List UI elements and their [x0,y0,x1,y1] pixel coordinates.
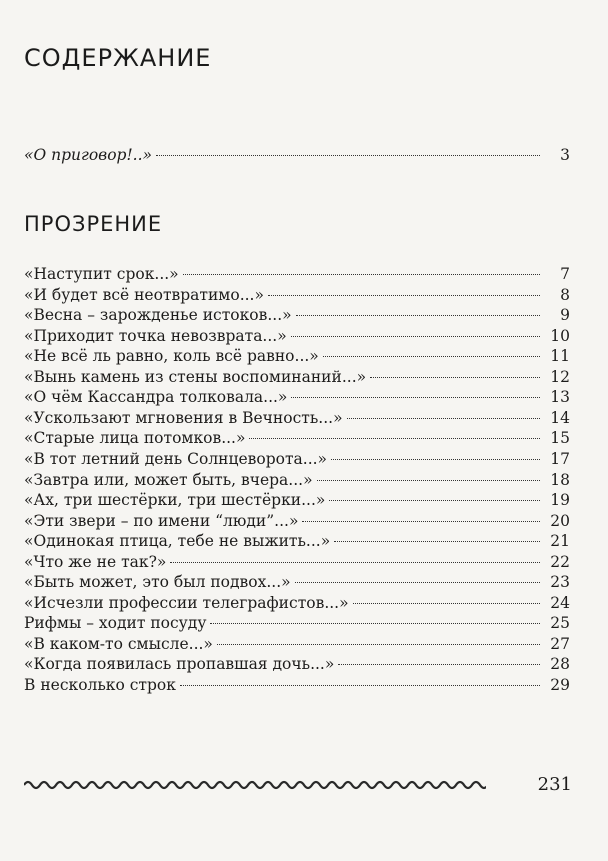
toc-entry-title: «Ускользают мгновения в Вечность...» [24,408,343,427]
toc-entry[interactable] [24,428,570,448]
toc-entry[interactable] [24,367,570,387]
toc-entry-title: «Наступит срок...» [24,265,179,283]
toc-entry-title: «Одинокая птица, тебе не выжить...» [24,532,331,551]
toc-entry[interactable] [24,387,570,407]
toc-entry-title: «Быть может, это был подвох...» [24,573,291,592]
toc-entry[interactable] [24,572,570,592]
toc-entry-prologue[interactable] [24,145,570,165]
dot-leader [338,664,540,665]
dot-leader [295,582,540,583]
dot-leader [249,438,540,439]
toc-entry-page: 20 [550,511,570,530]
toc-entry-page: 10 [550,326,570,345]
toc-entry[interactable] [24,305,570,325]
toc-entry-page: 22 [550,552,570,571]
toc-entry-page: 21 [550,532,570,551]
toc-entry[interactable] [24,531,570,551]
toc-entry-page: 27 [550,634,570,653]
dot-leader [323,356,540,357]
toc-entry[interactable] [24,593,570,613]
dot-leader [302,521,540,522]
dot-leader [347,418,540,419]
dot-leader [296,315,540,316]
toc-entry-title: «Исчезли профессии телеграфистов...» [24,593,349,612]
dot-leader [170,562,540,563]
dot-leader [317,480,540,481]
toc-entry-page: 25 [550,614,570,633]
decorative-ornament-divider [24,775,486,795]
contents-heading: СОДЕРЖАНИЕ [24,44,212,72]
toc-entry[interactable] [24,634,570,654]
toc-entry-title: «Не всё ль равно, коль всё равно...» [24,347,319,366]
toc-entry-page: 7 [560,265,570,283]
toc-entry-title: «Старые лица потомков...» [24,429,246,448]
dot-leader [268,295,540,296]
toc-entry-title: «Когда появилась пропавшая дочь...» [24,655,335,674]
toc-entry-page: 8 [560,285,570,304]
toc-entry-title: «Что же не так?» [24,552,167,571]
toc-entry-page: 24 [550,593,570,612]
toc-entry-page: 15 [550,429,570,448]
toc-entry-title: «О приговор!..» [24,146,153,164]
toc-entry-title: В несколько строк [24,676,176,694]
toc-entry[interactable] [24,613,570,633]
dot-leader [180,685,540,686]
page-number: 231 [537,774,572,795]
toc-entry-page: 29 [550,676,570,694]
toc-entry-title: «О чём Кассандра толковала...» [24,388,288,407]
toc-entry-page: 18 [550,470,570,489]
toc-entry[interactable] [24,326,570,346]
toc-entry-title: «Ах, три шестёрки, три шестёрки...» [24,491,326,510]
dot-leader [331,459,540,460]
toc-entry-page: 9 [560,306,570,325]
toc-entry-title: «В тот летний день Солнцеворота...» [24,449,328,468]
toc-entry[interactable] [24,490,570,510]
toc-entry-title: «Приходит точка невозврата...» [24,326,287,345]
toc-entry-page: 19 [550,491,570,510]
toc-entry-page: 13 [550,388,570,407]
toc-entry[interactable] [24,285,570,305]
toc-entry-page: 28 [550,655,570,674]
toc-entry[interactable] [24,675,570,695]
toc-entry-title: «Завтра или, может быть, вчера...» [24,470,313,489]
toc-entry-page: 17 [550,449,570,468]
toc-entry-page: 23 [550,573,570,592]
dot-leader [291,397,540,398]
toc-entry-page: 12 [550,367,570,386]
toc-entry-page: 11 [550,347,570,366]
dot-leader [353,603,540,604]
toc-entry-page: 3 [560,146,570,164]
toc-entry-title: Рифмы – ходит посуду [24,614,207,633]
dot-leader [291,336,540,337]
dot-leader [370,377,540,378]
toc-entry[interactable] [24,654,570,674]
toc-entry[interactable] [24,408,570,428]
dot-leader [210,623,540,624]
toc-entry[interactable] [24,449,570,469]
toc-entry-page: 14 [550,408,570,427]
dot-leader [334,541,540,542]
toc-entry-title: «Вынь камень из стены воспоминаний...» [24,367,367,386]
toc-entry-title: «Эти звери – по имени “люди”...» [24,511,299,530]
dot-leader [183,274,540,275]
toc-entry[interactable] [24,264,570,284]
dot-leader [156,155,540,156]
toc-entry-title: «В каком-то смысле...» [24,634,213,653]
toc-entry[interactable] [24,470,570,490]
toc-entry-title: «И будет всё неотвратимо...» [24,285,264,304]
section-heading: ПРОЗРЕНИЕ [24,212,163,236]
toc-entry[interactable] [24,552,570,572]
toc-entry[interactable] [24,346,570,366]
toc-entry[interactable] [24,511,570,531]
toc-entry-title: «Весна – зарожденье истоков...» [24,306,292,325]
dot-leader [217,644,540,645]
dot-leader [329,500,540,501]
